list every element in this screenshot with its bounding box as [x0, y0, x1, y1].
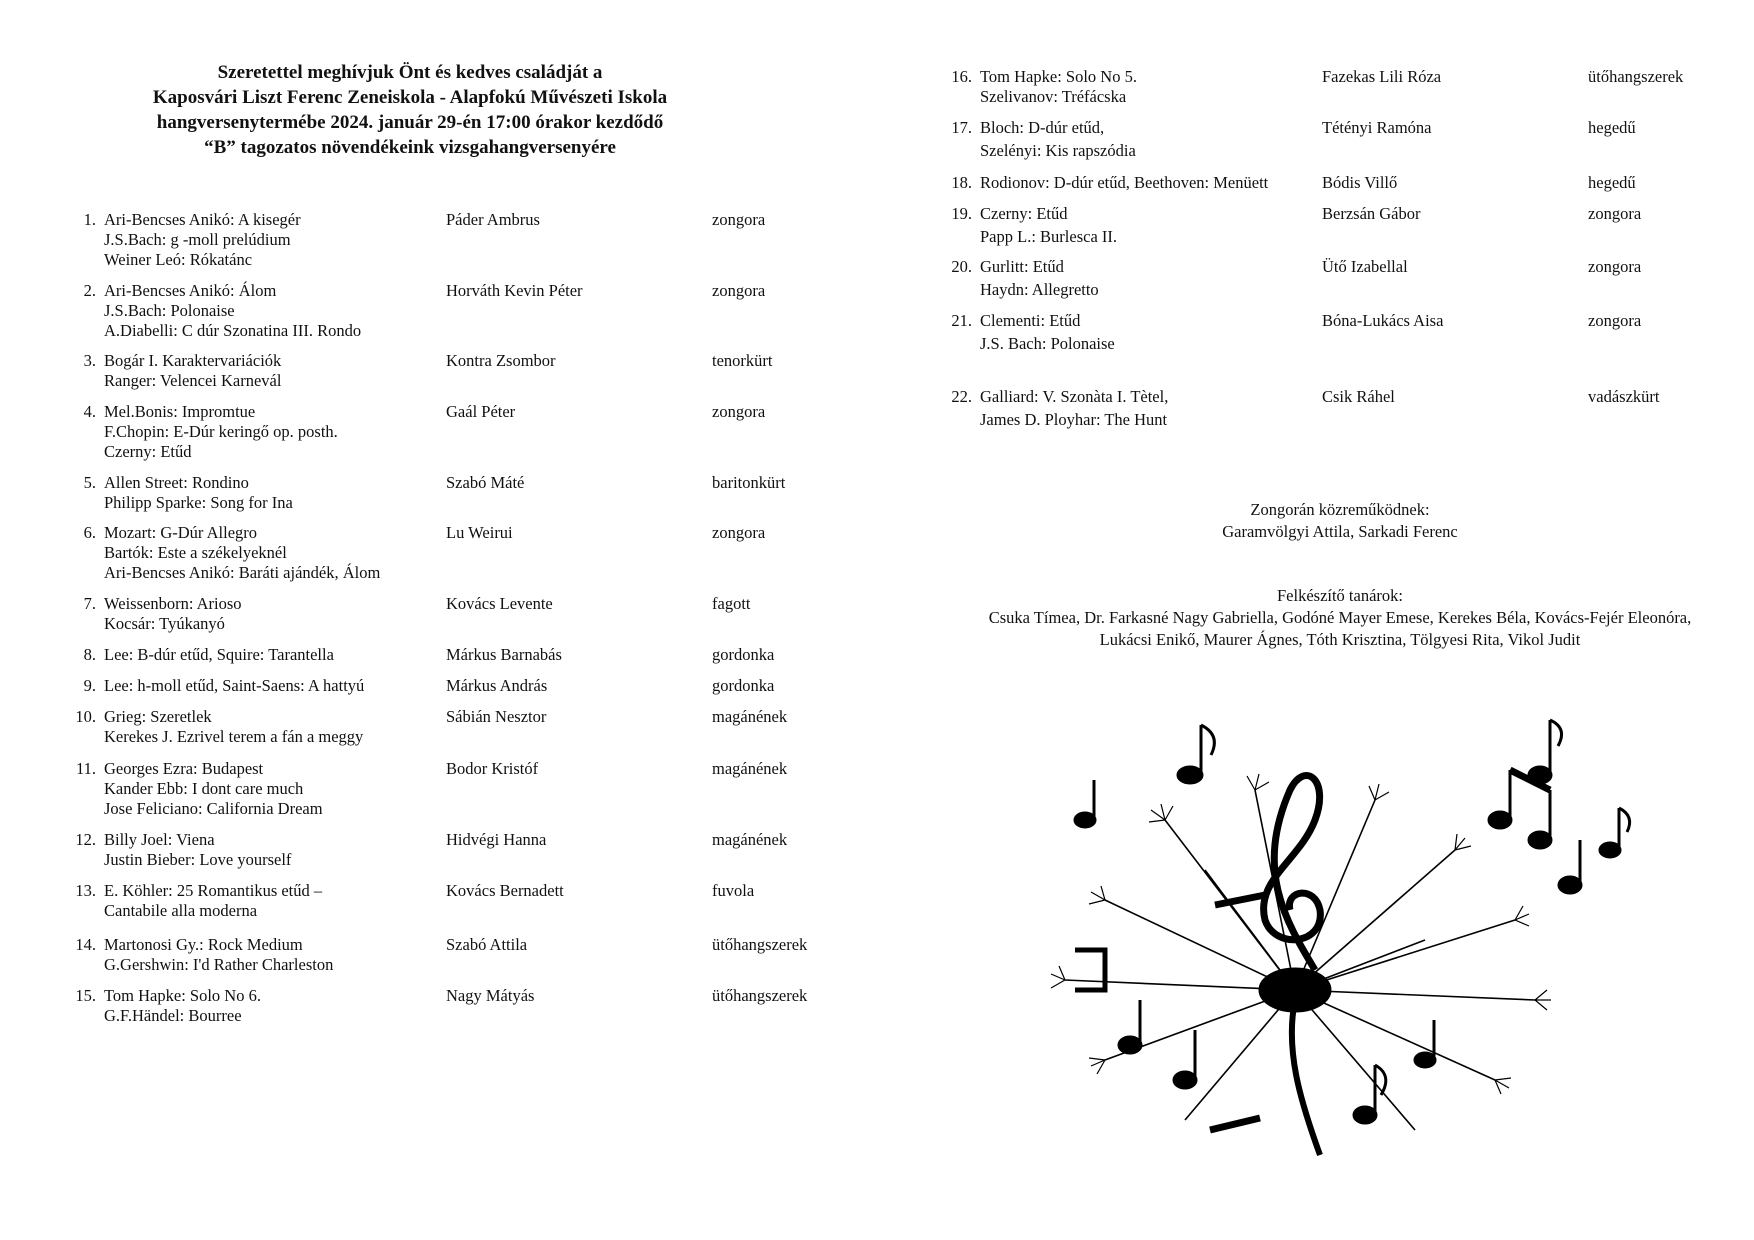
program-number: 5. — [83, 473, 96, 492]
program-work: Allen Street: Rondino — [104, 473, 249, 492]
program-work: Papp L.: Burlesca II. — [980, 227, 1118, 246]
program-number: 8. — [83, 645, 96, 664]
program-performer: Horváth Kevin Péter — [446, 281, 583, 300]
program-work: Bartók: Este a székelyeknél — [104, 543, 287, 562]
program-work: Clementi: Etűd — [980, 311, 1081, 330]
program-work: Martonosi Gy.: Rock Medium — [104, 935, 303, 954]
program-performer: Bódis Villő — [1322, 173, 1398, 192]
program-number: 7. — [83, 594, 96, 613]
program-instrument: magánének — [712, 707, 788, 726]
program-work: E. Köhler: 25 Romantikus etűd – — [104, 881, 323, 900]
program-work: J.S. Bach: Polonaise — [980, 334, 1115, 353]
program-work: Ari-Bencses Anikó: Álom — [104, 281, 277, 300]
program-performer: Kontra Zsombor — [446, 351, 556, 370]
program-performer: Fazekas Lili Róza — [1322, 67, 1442, 86]
header-line: hangversenytermébe 2024. január 29-én 17:00 órakor kezdődő — [156, 112, 664, 133]
program-work: Haydn: Allegretto — [980, 280, 1099, 299]
program-number: 10. — [75, 707, 96, 726]
program-performer: Ütő Izabellal — [1322, 257, 1408, 276]
program-instrument: zongora — [1588, 311, 1642, 330]
program-instrument: zongora — [712, 523, 766, 542]
program-work: Ari-Bencses Anikó: A kisegér — [104, 210, 301, 229]
program-number: 17. — [951, 118, 972, 137]
program-work: Billy Joel: Viena — [104, 830, 215, 849]
program-instrument: gordonka — [712, 676, 775, 695]
program-work: Gurlitt: Etűd — [980, 257, 1064, 276]
program-number: 18. — [951, 173, 972, 192]
program-work: Czerny: Etűd — [980, 204, 1068, 223]
program-work: Philipp Sparke: Song for Ina — [104, 493, 293, 512]
program-work: Mel.Bonis: Impromtue — [104, 402, 256, 421]
program-performer: Csik Ráhel — [1322, 387, 1395, 406]
program-work: Weissenborn: Arioso — [104, 594, 242, 613]
program-work: Kerekes J. Ezrivel terem a fán a meggy — [104, 727, 364, 746]
header-line: Kaposvári Liszt Ferenc Zeneiskola - Alapfokú Művészeti Iskola — [152, 87, 668, 108]
program-number: 4. — [83, 402, 96, 421]
program-work: Tom Hapke: Solo No 5. — [980, 67, 1137, 86]
program-work: J.S.Bach: g -moll prelúdium — [104, 230, 291, 249]
program-work: Szelényi: Kis rapszódia — [980, 141, 1136, 160]
program-performer: Szabó Attila — [446, 935, 528, 954]
program-number: 22. — [951, 387, 972, 406]
program-work: Justin Bieber: Love yourself — [104, 850, 292, 869]
program-instrument: vadászkürt — [1588, 387, 1660, 406]
program-performer: Bodor Kristóf — [446, 759, 539, 778]
program-work: Mozart: G-Dúr Allegro — [104, 523, 258, 542]
program-performer: Berzsán Gábor — [1322, 204, 1421, 223]
program-instrument: hegedű — [1588, 173, 1636, 192]
program-number: 20. — [951, 257, 972, 276]
program-number: 2. — [83, 281, 96, 300]
program-instrument: ütőhangszerek — [1588, 67, 1684, 86]
accompanists-block — [930, 499, 1750, 543]
program-instrument: zongora — [1588, 204, 1642, 223]
program-number: 21. — [951, 311, 972, 330]
program-performer: Márkus András — [446, 676, 548, 695]
program-number: 1. — [83, 210, 96, 229]
program-work: Kocsár: Tyúkanyó — [104, 614, 225, 633]
program-instrument: zongora — [712, 281, 766, 300]
program-instrument: magánének — [712, 830, 788, 849]
program-work: J.S.Bach: Polonaise — [104, 301, 235, 320]
program-work: F.Chopin: E-Dúr keringő op. posth. — [104, 422, 338, 441]
program-work: Galliard: V. Szonàta I. Tètel, — [980, 387, 1169, 406]
program-instrument: hegedű — [1588, 118, 1636, 137]
teachers-line: Lukácsi Enikő, Maurer Ágnes, Tóth Krisztina, Tölgyesi Rita, Vikol Judit — [1099, 630, 1581, 649]
header-line: “B” tagozatos növendékeink vizsgahangversenyére — [204, 137, 616, 158]
program-work: James D. Ployhar: The Hunt — [980, 410, 1168, 429]
program-instrument: fagott — [712, 594, 751, 613]
program-work: Grieg: Szeretlek — [104, 707, 212, 726]
program-work: Jose Feliciano: California Dream — [104, 799, 323, 818]
program-work: Weiner Leó: Rókatánc — [104, 250, 253, 269]
program-work: A.Diabelli: C dúr Szonatina III. Rondo — [104, 321, 362, 340]
program-performer: Páder Ambrus — [446, 210, 540, 229]
program-performer: Szabó Máté — [446, 473, 525, 492]
program-work: Lee: h-moll etűd, Saint-Saens: A hattyú — [104, 676, 365, 695]
program-work: Bogár I. Karaktervariációk — [104, 351, 282, 370]
program-instrument: zongora — [712, 210, 766, 229]
program-work: Lee: B-dúr etűd, Squire: Tarantella — [104, 645, 334, 664]
teachers-line: Csuka Tímea, Dr. Farkasné Nagy Gabriella, Godóné Mayer Emese, Kerekes Béla, Kovács-Fejér Eleonóra, — [988, 608, 1692, 627]
accompanists-title: Zongorán közreműködnek: — [1250, 500, 1430, 519]
program-work: Georges Ezra: Budapest — [104, 759, 264, 778]
program-performer: Hidvégi Hanna — [446, 830, 547, 849]
teachers-block — [930, 585, 1750, 651]
program-work: Rodionov: D-dúr etűd, Beethoven: Menüett — [980, 173, 1269, 192]
program-work: Tom Hapke: Solo No 6. — [104, 986, 261, 1005]
program-instrument: tenorkürt — [712, 351, 773, 370]
program-instrument: baritonkürt — [712, 473, 786, 492]
program-instrument: zongora — [712, 402, 766, 421]
header-line: Szeretettel meghívjuk Önt és kedves családját a — [217, 62, 603, 83]
program-performer: Nagy Mátyás — [446, 986, 535, 1005]
program-number: 13. — [75, 881, 96, 900]
program-number: 6. — [83, 523, 96, 542]
program-instrument: fuvola — [712, 881, 755, 900]
program-number: 11. — [75, 759, 96, 778]
program-number: 15. — [75, 986, 96, 1005]
program-number: 19. — [951, 204, 972, 223]
program-work: G.Gershwin: I'd Rather Charleston — [104, 955, 334, 974]
program-performer: Bóna-Lukács Aisa — [1322, 311, 1444, 330]
program-instrument: ütőhangszerek — [712, 986, 808, 1005]
program-work: Szelivanov: Tréfácska — [980, 87, 1127, 106]
program-performer: Kovács Levente — [446, 594, 553, 613]
program-work: G.F.Händel: Bourree — [104, 1006, 242, 1025]
program-work: Cantabile alla moderna — [104, 901, 258, 920]
program-number: 12. — [75, 830, 96, 849]
program-number: 14. — [75, 935, 96, 954]
program-performer: Sábián Nesztor — [446, 707, 547, 726]
program-instrument: ütőhangszerek — [712, 935, 808, 954]
program-instrument: magánének — [712, 759, 788, 778]
program-performer: Márkus Barnabás — [446, 645, 562, 664]
program-performer: Gaál Péter — [446, 402, 516, 421]
program-performer: Kovács Bernadett — [446, 881, 564, 900]
teachers-title: Felkészítő tanárok: — [1276, 586, 1403, 605]
program-work: Ari-Bencses Anikó: Baráti ajándék, Álom — [104, 563, 381, 582]
music-dandelion-illustration — [955, 700, 1675, 1160]
program-work: Czerny: Etűd — [104, 442, 192, 461]
program-performer: Lu Weirui — [446, 523, 513, 542]
program-work: Bloch: D-dúr etűd, — [980, 118, 1105, 137]
program-number: 9. — [83, 676, 96, 695]
program-work: Kander Ebb: I dont care much — [104, 779, 304, 798]
program-instrument: gordonka — [712, 645, 775, 664]
program-number: 3. — [83, 351, 96, 370]
program-work: Ranger: Velencei Karnevál — [104, 371, 282, 390]
invitation-header — [110, 60, 710, 160]
program-number: 16. — [951, 67, 972, 86]
program-instrument: zongora — [1588, 257, 1642, 276]
program-performer: Tétényi Ramóna — [1322, 118, 1432, 137]
accompanists-names: Garamvölgyi Attila, Sarkadi Ferenc — [1222, 522, 1458, 541]
